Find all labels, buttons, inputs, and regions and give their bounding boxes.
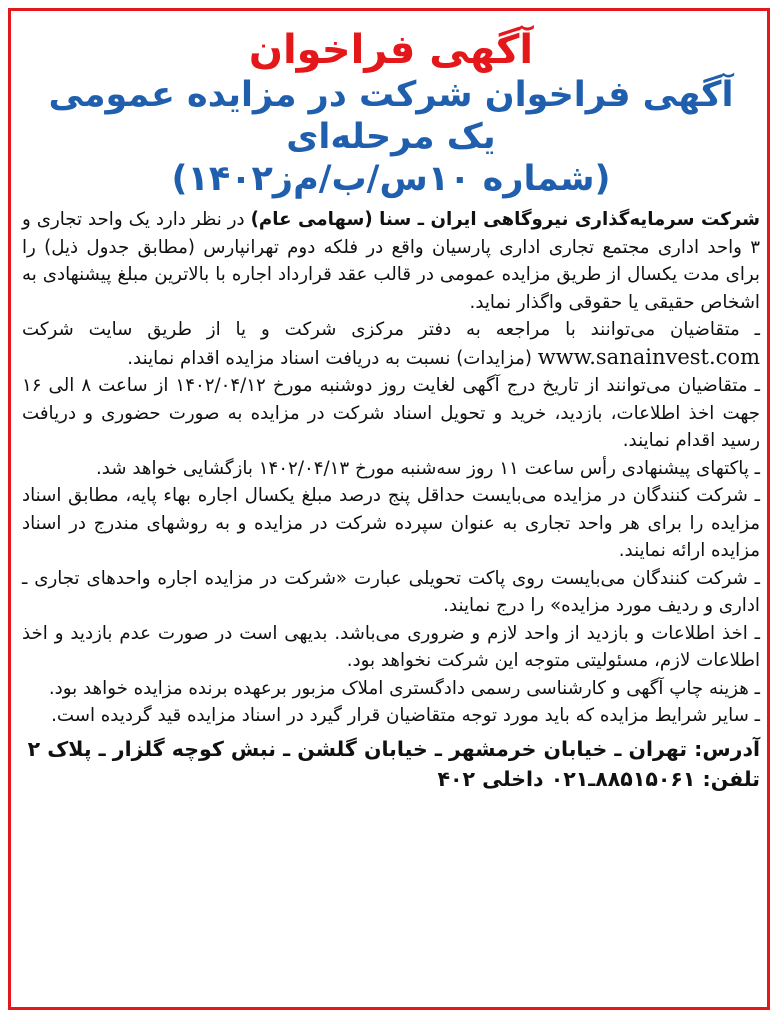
list-item-costs: ـ هزینه چاپ آگهی و کارشناسی رسمی دادگستری املاک مزبور برعهده برنده مزایده خواهد بود.	[48, 677, 760, 699]
list-item-visit: ـ اخذ اطلاعات و بازدید از واحد لازم و ضروری می‌باشد. بدیهی است در صورت عدم بازدید و اخذ اطلاعات لازم، مسئولیتی متوجه این شرکت نخواهد بود.	[22, 622, 760, 671]
ad-heading: آگهی فراخوان	[248, 27, 534, 73]
contact-block	[22, 734, 760, 794]
list-item-schedule: ـ متقاضیان می‌توانند از تاریخ درج آگهی لغایت روز دوشنبه مورخ ۱۴۰۲/۰۴/۱۲ از ساعت ۸ الی ۱۶ جهت اخذ اطلاعات، بازدید، خرید و تحویل اسناد شرکت در مزایده به صورت حضوری و دریافت رسید اقدام نمایند.	[22, 375, 760, 451]
list-item-envelope: ـ شرکت کنندگان می‌بایست روی پاکت تحویلی عبارت «شرکت در مزایده اجاره واحدهای تجاری ـ اداری و ردیف مورد مزایده» را درج نمایند.	[22, 567, 760, 616]
ad-subtitle-line2: (شماره ۱۰س/ب/م‌ز۱۴۰۲)	[171, 159, 611, 199]
list-item-documents-before: ـ متقاضیان می‌توانند با مراجعه به دفتر مرکزی شرکت و یا از طریق سایت شرکت	[22, 319, 760, 340]
list-item-opening: ـ پاکتهای پیشنهادی رأس ساعت ۱۱ روز سه‌شنبه مورخ ۱۴۰۲/۰۴/۱۳ بازگشایی خواهد شد.	[95, 457, 760, 479]
list-item-deposit: ـ شرکت کنندگان در مزایده می‌بایست حداقل پنج درصد مبلغ یکسال اجاره بهاء پایه، مطابق اسناد مزایده را برای هر واحد تجاری به عنوان سپرده شرکت در مزایده و به روشهای مندرج در اسناد مزایده ارائه نمایند.	[22, 485, 760, 561]
list-item-documents	[22, 316, 760, 372]
ad-subtitle-line1: آگهی فراخوان شرکت در مزایده عمومی یک مرحله‌ای	[48, 75, 734, 157]
intro-paragraph	[22, 206, 760, 316]
phone-line: تلفن: ۸۸۵۱۵۰۶۱ـ۰۲۱ داخلی ۴۰۲	[437, 766, 760, 791]
company-name: شرکت سرمایه‌گذاری نیروگاهی ایران ـ سنا (سهامی عام)	[250, 209, 760, 230]
website-link[interactable]: www.sanainvest.com	[537, 344, 760, 369]
list-item-other-terms: ـ سایر شرایط مزایده که باید مورد توجه متقاضیان قرار گیرد در اسناد مزایده قید گردیده است.	[51, 705, 760, 726]
address-line: آدرس: تهران ـ خیابان خرمشهر ـ خیابان گلشن ـ نبش کوچه گلزار ـ پلاک ۲	[27, 736, 760, 761]
list-item-documents-after: (مزایدات) نسبت به دریافت اسناد مزایده اقدام نمایند.	[127, 347, 538, 369]
intro-text: در نظر دارد یک واحد تجاری و ۳ واحد اداری مجتمع تجاری اداری پارسیان واقع در فلکه دوم تهرانپارس (مطابق جدول ذیل) را برای مدت یکسال از طریق مزایده عمومی در قالب عقد قرارداد اجاره با بالاترین مبلغ پیشنهادی به اشخاص حقیقی یا حقوقی واگذار نماید.	[22, 209, 760, 313]
ad-content	[22, 26, 760, 794]
ad-body	[22, 206, 760, 730]
